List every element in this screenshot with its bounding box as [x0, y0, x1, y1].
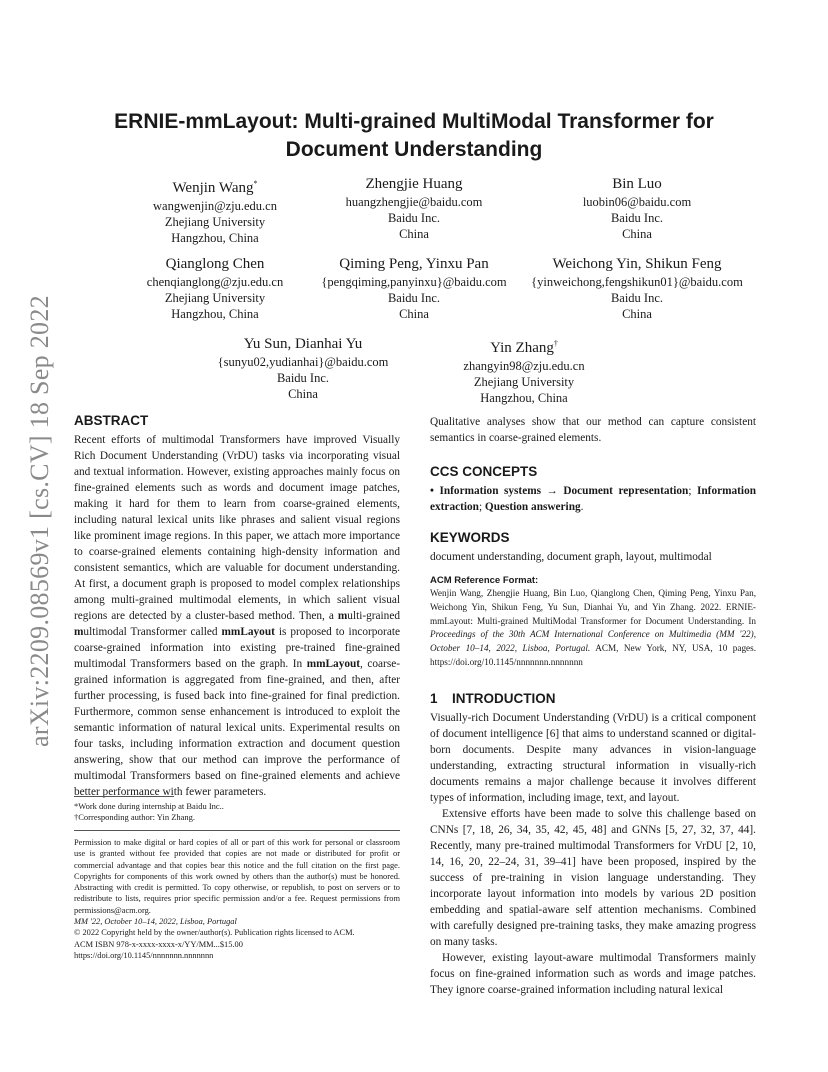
author-affiliation: Baidu Inc.: [276, 371, 330, 385]
author-location: Hangzhou, China: [171, 231, 259, 245]
author-email: luobin06@baidu.com: [582, 195, 692, 209]
author-block: [120, 174, 310, 246]
intro-paragraph: Extensive efforts have been made to solve this challenge based on CNNs [7, 18, 26, 34, 35, 42, 45, 48] and GNNs [5, 27, 32, 37, 44]. Recently, many pre-trained multimodal Transformers for VrDU [2, 10, 14, 16, 20, 22–24, 31, 39–41] have been proposed, inspired by the success of pre-training in vision language understanding. They incorporate layout information into models by various 2D position embedding and spatial-aware self attention mechanisms. Combined with carefully designed pre-training tasks, they make amazing progress on many tasks.: [430, 807, 756, 948]
arxiv-identifier: [18, 286, 62, 756]
author-email: wangwenjin@zju.edu.cn: [153, 199, 277, 213]
author-name: Qiming Peng, Yinxu Pan: [339, 256, 489, 272]
author-name: Yu Sun, Dianhai Yu: [243, 336, 363, 352]
venue-line: MM '22, October 10–14, 2022, Lisboa, Portugal: [74, 917, 237, 927]
rights-line: © 2022 Copyright held by the owner/author(s). Publication rights licensed to ACM.: [74, 928, 355, 938]
author-affiliation: Zhejiang University: [164, 215, 266, 229]
author-location: China: [288, 387, 318, 401]
abstract-continued: Qualitative analyses show that our method can capture consistent semantics in coarse-grained elements.: [430, 416, 756, 444]
author-email: {sunyu02,yudianhai}@baidu.com: [217, 355, 389, 369]
author-block: [100, 254, 330, 322]
copyright-block: [74, 837, 400, 961]
abstract-text: Recent efforts of multimodal Transformers have improved Visually Rich Document Understanding (VrDU) tasks via incorporating visual and textual information. However, existing approaches mainly focus on fine-grained elements such as words and document image patches, making it hard for them to learn from coarse-grained elements, including natural lexical units like phrases and salient visual regions like prominent image regions. In this paper, we attach more importance to coarse-grained elements containing high-density information and consistent semantics, which are valuable for document understanding. At first, a document graph is proposed to model complex relationships among multi-grained multimodal elements, in which salient visual regions are detected by a cluster-based method. Then, a multi-grained multimodal Transformer called mmLayout is proposed to incorporate coarse-grained information into existing pre-trained fine-grained multimodal Transformers based on the graph. In mmLayout, coarse-grained information is aggregated from fine-grained, and then, after further processing, is fused back into fine-grained for final prediction. Furthermore, common sense enhancement is introduced to exploit the semantic information of natural lexical units. Experimental results on four tasks, including information extraction and document question answering, show that our method can improve the performance of multimodal Transformers based on fine-grained elements and achieve better performance with fewer parameters.: [74, 434, 400, 798]
ccs-heading: CCS CONCEPTS: [430, 464, 538, 479]
abstract-heading: ABSTRACT: [74, 413, 149, 428]
author-name: Qianglong Chen: [165, 256, 265, 272]
author-affiliation: Zhejiang University: [473, 375, 575, 389]
isbn-line: ACM ISBN 978-x-xxxx-xxxx-x/YY/MM...$15.00: [74, 939, 243, 949]
ccs-text: • Information systems → Document representation; Information extraction; Question answering.: [430, 485, 756, 513]
reference-format-label: ACM Reference Format:: [430, 575, 539, 586]
author-affiliation: Zhejiang University: [164, 291, 266, 305]
arxiv-identifier-text: arXiv:2209.08569v1 [cs.CV] 18 Sep 2022: [25, 295, 54, 747]
doi-line: https://doi.org/10.1145/nnnnnnn.nnnnnnn: [74, 950, 214, 960]
author-location: China: [399, 307, 429, 321]
right-column: [430, 414, 756, 998]
author-email: {yinweichong,fengshikun01}@baidu.com: [531, 275, 743, 289]
author-block: [196, 334, 410, 402]
author-name: Zhengjie Huang: [365, 176, 463, 192]
author-location: China: [622, 227, 652, 241]
author-email: {pengqiming,panyinxu}@baidu.com: [321, 275, 507, 289]
keywords-text: document understanding, document graph, layout, multimodal: [430, 551, 712, 563]
author-block: [522, 254, 752, 322]
author-name: Yin Zhang†: [490, 339, 558, 356]
intro-paragraph: However, existing layout-aware multimodal Transformers mainly focus on fine-grained information such as words and image patches. They ignore coarse-grained information including natural lexical: [430, 951, 756, 996]
author-email: huangzhengjie@baidu.com: [345, 195, 483, 209]
author-name: Wenjin Wang*: [172, 179, 258, 196]
author-name: Bin Luo: [612, 176, 662, 192]
keywords-heading: KEYWORDS: [430, 530, 510, 545]
paper-title: ERNIE-mmLayout: Multi-grained MultiModal Transformer for Document Understanding: [114, 110, 714, 161]
author-location: Hangzhou, China: [171, 307, 259, 321]
footnote-internship: *Work done during internship at Baidu Inc..: [74, 801, 224, 811]
permission-notice: Permission to make digital or hard copies of all or part of this work for personal or classroom use is granted without fee provided that copies are not made or distributed for profit or commercial advantage and that copies bear this notice and the full citation on the first page. Copyrights for components of this work owned by others than the author(s) must be honored. Abstracting with credit is permitted. To copy otherwise, or republish, to post on servers or to redistribute to lists, requires prior specific permission and/or a fee. Request permissions from permissions@acm.org.: [74, 838, 400, 915]
author-affiliation: Baidu Inc.: [610, 291, 664, 305]
author-affiliation: Baidu Inc.: [610, 211, 664, 225]
author-location: China: [399, 227, 429, 241]
reference-format-text: Wenjin Wang, Zhengjie Huang, Bin Luo, Qianglong Chen, Qiming Peng, Yinxu Pan, Weichong Yin, Shikun Feng, Yu Sun, Dianhai Yu, and Yin Zhang. 2022. ERNIE-mmLayout: Multi-grained MultiModal Transformer for Document Understanding. In Proceedings of the 30th ACM International Conference on Multimedia (MM '22), October 10–14, 2022, Lisboa, Portugal. ACM, New York, NY, USA, 10 pages. https://doi.org/10.1145/nnnnnnn.nnnnnnn: [430, 588, 757, 667]
copyright-rule: [74, 830, 400, 831]
author-affiliation: Baidu Inc.: [387, 291, 441, 305]
author-block: [314, 174, 514, 242]
author-location: Hangzhou, China: [480, 391, 568, 405]
footnote-rule: [74, 796, 174, 797]
author-affiliation: Baidu Inc.: [387, 211, 441, 225]
author-block: [434, 334, 614, 406]
introduction-heading: 1 INTRODUCTION: [430, 690, 556, 706]
author-email: chenqianglong@zju.edu.cn: [146, 275, 284, 289]
abstract-section: [74, 412, 400, 800]
author-block: [304, 254, 524, 322]
footnote-corresponding: †Corresponding author: Yin Zhang.: [74, 812, 196, 822]
intro-paragraph: Visually-rich Document Understanding (VrDU) is a critical component of document intelligence [6] that aims to understand scanned or digital-born documents. Despite many advances in vision-language understanding, extracting structural information in visually-rich documents remains a major challenge because it involves different types of information, including image, text, and layout.: [430, 711, 756, 804]
author-name: Weichong Yin, Shikun Feng: [552, 256, 722, 272]
author-block: [540, 174, 734, 242]
author-location: China: [622, 307, 652, 321]
author-email: zhangyin98@zju.edu.cn: [463, 359, 585, 373]
